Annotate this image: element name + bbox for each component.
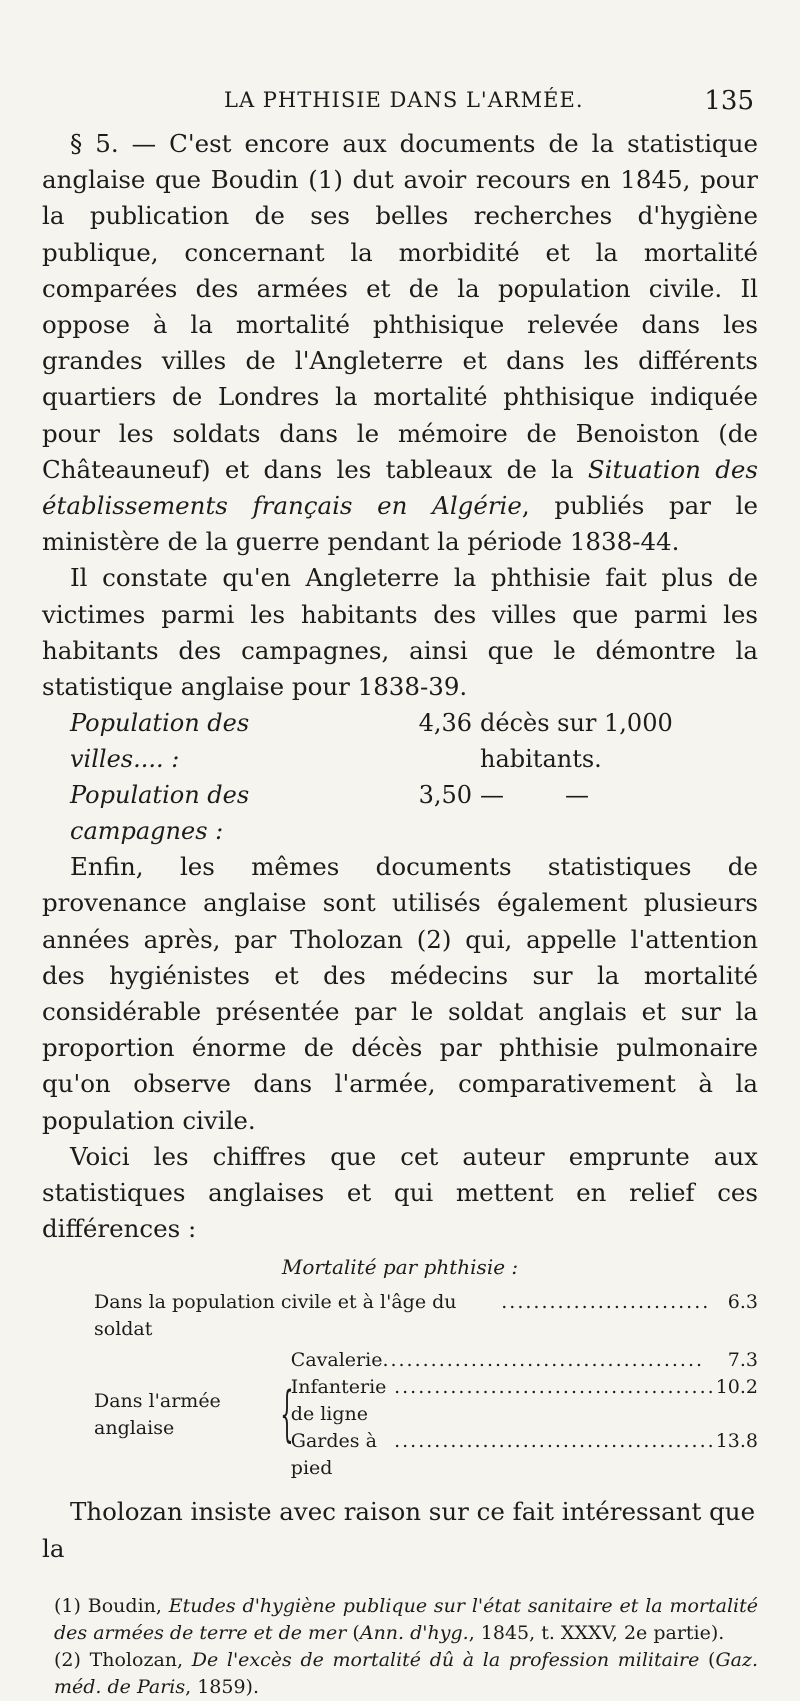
footnote-text: (1) Boudin, (54, 1594, 169, 1617)
table-caption: Mortalité par phthisie : (281, 1255, 519, 1280)
ratio-text: décès sur 1,000 habitants. (480, 709, 673, 774)
footnote-italic: Etudes d'hygiène publique sur l'état sanitaire et la mortalité des armées de terre et de mer (54, 1594, 758, 1644)
page-number: 135 (704, 86, 754, 116)
running-title: LA PHTHISIE DANS L'ARMÉE. (224, 88, 584, 112)
ratio-label: Population des villes.... : (70, 709, 250, 774)
row-value: 7.3 (727, 1349, 758, 1372)
army-label: Dans l'armée anglaise (94, 1389, 221, 1439)
footnote-italic: Gaz. méd. de Paris (54, 1648, 759, 1698)
row-label: Gardes à pied (290, 1430, 377, 1480)
paragraph-boudin (42, 126, 758, 560)
paragraph-tholozan: Tholozan insiste avec raison sur ce fait intéressant que la (42, 1497, 756, 1563)
army-rows (291, 1347, 758, 1482)
row-label: Infanterie de ligne (290, 1376, 387, 1426)
italic-title: Situation des établissements français en Algérie (42, 454, 758, 521)
row-value: 10.2 (715, 1376, 758, 1399)
footnote-text: , 1845, t. XXXV, 2e partie). (468, 1621, 725, 1644)
paragraph-constate: Il constate qu'en Angleterre la phthisie fait plus de victimes parmi les habitants des villes que parmi les habitants des campagnes, ainsi que le démontre la statistique anglaise pour 1838-39. (42, 563, 758, 702)
table-row (42, 1289, 758, 1343)
paragraph-text: § 5. — C'est encore aux documents de la statistique anglaise que Boudin (1) dut avoir recours en 1845, pour la publication de ses belles recherches d'hygiène publique, concernant la morbidité et la mortalité comparées des armées et de la population civile. Il oppose à la mortalité phthisique relevée dans les grandes villes de l'Angleterre et dans les différents quartiers de Londres la mortalité phthisique indiquée pour les soldats dans le mémoire de Benoiston (de Châteauneuf) et dans les tableaux de la (42, 129, 758, 484)
footnote-divider (42, 1567, 758, 1587)
table-row (291, 1347, 758, 1374)
footnote-italic: Ann. d'hyg. (359, 1621, 469, 1644)
ratio-label: Population des campagnes : (70, 781, 250, 846)
leader-dots: ........................................ (394, 1376, 716, 1399)
mortality-table (42, 1249, 758, 1482)
footnote-italic: De l'excès de mortalité dû à la profession militaire (191, 1648, 700, 1671)
row-value: 6.3 (727, 1291, 758, 1314)
ratio-value: 3,50 (418, 781, 472, 810)
table-row (291, 1428, 758, 1482)
army-group (42, 1347, 758, 1482)
row-label: Dans la population civile et à l'âge du soldat (94, 1291, 457, 1341)
ratio-row (42, 705, 758, 777)
footnote-text: ( (699, 1648, 716, 1671)
footnotes (42, 1593, 758, 1701)
leader-dots: .......................... (501, 1291, 711, 1314)
footnote-1 (42, 1593, 758, 1647)
paragraph-voici: Voici les chiffres que cet auteur emprunte aux statistiques anglaises et qui mettent en relief ces différences : (42, 1141, 758, 1244)
table-row (291, 1374, 758, 1428)
ratio-row (42, 777, 758, 849)
paragraph-text: , publiés par le ministère de la guerre pendant la période 1838-44. (42, 491, 758, 557)
row-value: 13.8 (715, 1430, 758, 1453)
ratio-value: 4,36 (418, 709, 472, 738)
footnote-text: , 1859). (185, 1675, 260, 1698)
row-label: Cavalerie (290, 1349, 383, 1372)
body-text (42, 126, 758, 1701)
running-header (0, 88, 800, 122)
brace-icon: { (279, 1379, 294, 1450)
ratio-list (42, 705, 758, 849)
footnote-2 (42, 1647, 758, 1701)
leader-dots: ........................................ (382, 1349, 705, 1372)
ratio-text: — — (480, 781, 590, 810)
footnote-text: (2) Tholozan, (54, 1648, 192, 1671)
table-body (42, 1289, 758, 1482)
leader-dots: ........................................ (394, 1430, 716, 1453)
paragraph-enfin: Enfin, les mêmes documents statistiques de provenance anglaise sont utilisés également plusieurs années après, par Tholozan (2) qui, appelle l'attention des hygiénistes et des médecins sur la mortalité considérable présentée par le soldat anglais et sur la proportion énorme de décès par phthisie pulmonaire qu'on observe dans l'armée, comparativement à la population civile. (42, 852, 758, 1135)
footnote-text: ( (346, 1621, 360, 1644)
